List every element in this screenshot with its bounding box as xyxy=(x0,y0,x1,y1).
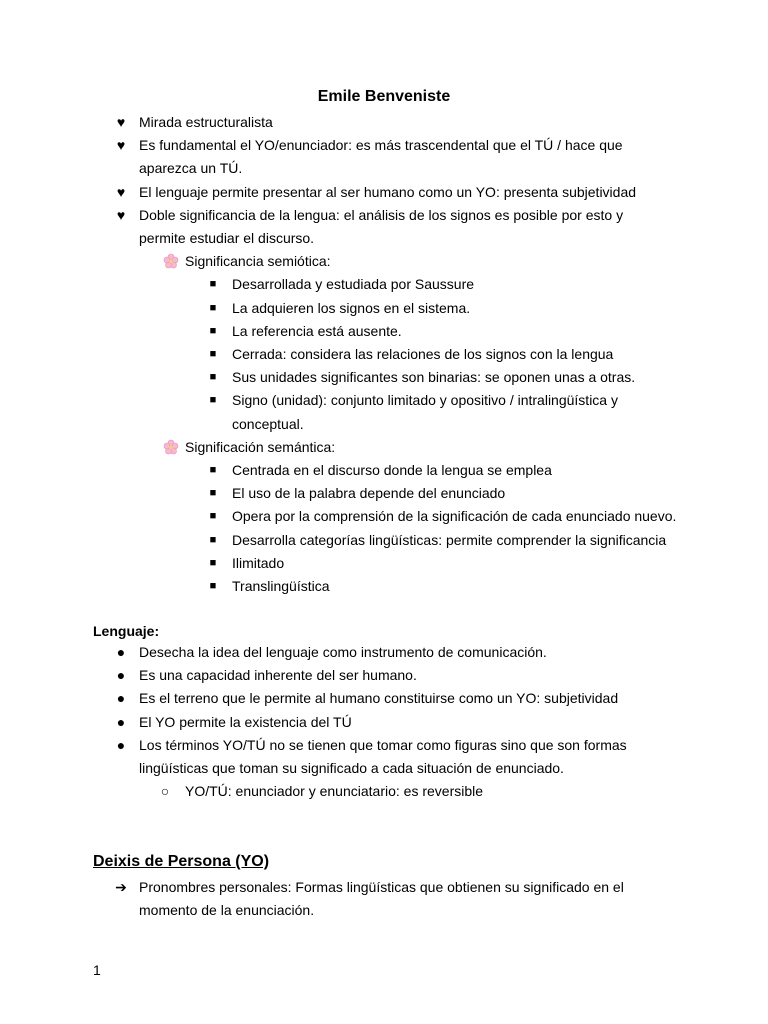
lenguaje-label: Lenguaje: xyxy=(93,623,160,639)
square-bullet-icon: ■ xyxy=(209,510,217,523)
list-item: ♥ Doble significancia de la lengua: el análisis de los signos es posible por esto y permite estudiar el discurso. xyxy=(0,204,768,250)
dot-bullet-icon: ● xyxy=(116,690,126,707)
deixis-list xyxy=(0,876,768,922)
list-item: ■ Desarrollada y estudiada por Saussure xyxy=(0,273,768,296)
square-bullet-icon: ■ xyxy=(209,301,217,314)
square-bullet-icon: ■ xyxy=(209,394,217,407)
dot-bullet-icon: ● xyxy=(116,713,126,730)
list-item: ■ Translingüística xyxy=(0,575,768,598)
lenguaje-list xyxy=(0,641,768,803)
dot-bullet-icon: ● xyxy=(116,644,126,660)
deixis-heading: Deixis de Persona (YO) xyxy=(93,853,270,870)
list-item: ♥ Mirada estructuralista xyxy=(0,111,768,134)
list-item: ● Es el terreno que le permite al humano constituirse como un YO: subjetividad xyxy=(0,687,768,710)
square-bullet-icon: ■ xyxy=(209,348,217,361)
list-item: ● El YO permite la existencia del TÚ xyxy=(0,711,768,734)
list-item: ■ Desarrolla categorías lingüísticas: permite comprender la significancia xyxy=(0,529,768,552)
heart-bullet-icon: ♥ xyxy=(116,114,126,130)
list-item: ■ Centrada en el discurso donde la lengua se emplea xyxy=(0,459,768,482)
list-item: ■ Cerrada: considera las relaciones de los signos con la lengua xyxy=(0,343,768,366)
page-number: 1 xyxy=(93,962,101,978)
heart-bullet-icon: ♥ xyxy=(116,206,126,223)
list-item: ● Desecha la idea del lenguaje como instrumento de comunicación. xyxy=(0,641,768,664)
square-bullet-icon: ■ xyxy=(209,324,217,337)
heart-bullet-icon: ♥ xyxy=(116,183,126,200)
page-title: Emile Benveniste xyxy=(317,88,451,105)
list-item: ■ Sus unidades significantes son binarias: se oponen unas a otras. xyxy=(0,366,768,389)
dot-bullet-icon: ● xyxy=(116,736,126,753)
heart-bullet-icon: ♥ xyxy=(116,137,126,154)
list-item: ➔ Pronombres personales: Formas lingüísticas que obtienen su significado en el momento de la enunciación. xyxy=(0,876,768,922)
list-item: ● Es una capacidad inherente del ser humano. xyxy=(0,664,768,687)
square-bullet-icon: ■ xyxy=(209,371,217,384)
list-item: ■ Ilimitado xyxy=(0,552,768,575)
list-item: ■ Opera por la comprensión de la significación de cada enunciado nuevo. xyxy=(0,505,768,528)
square-bullet-icon: ■ xyxy=(209,580,217,593)
square-bullet-icon: ■ xyxy=(209,464,217,477)
list-item: ○ YO/TÚ: enunciador y enunciatario: es reversible xyxy=(0,780,768,803)
list-item: ♥ El lenguaje permite presentar al ser humano como un YO: presenta subjetividad xyxy=(0,181,768,204)
arrow-bullet-icon: ➔ xyxy=(115,879,127,895)
square-bullet-icon: ■ xyxy=(209,533,217,546)
subsection-semiotica: Significancia semiótica: xyxy=(0,250,768,273)
list-item: ■ La referencia está ausente. xyxy=(0,320,768,343)
square-bullet-icon: ■ xyxy=(209,487,217,500)
square-bullet-icon: ■ xyxy=(209,278,217,291)
square-bullet-icon: ■ xyxy=(209,556,217,569)
subsection-semantica: Significación semántica: xyxy=(0,436,768,459)
list-item: ■ El uso de la palabra depende del enunciado xyxy=(0,482,768,505)
circle-bullet-icon: ○ xyxy=(160,783,170,800)
list-item: ♥ Es fundamental el YO/enunciador: es más trascendental que el TÚ / hace que aparezca un TÚ. xyxy=(0,134,768,180)
list-item: ■ Signo (unidad): conjunto limitado y opositivo / intralingüística y conceptual. xyxy=(0,389,768,435)
main-bullet-list xyxy=(0,111,768,598)
list-item: ■ La adquieren los signos en el sistema. xyxy=(0,297,768,320)
dot-bullet-icon: ● xyxy=(116,667,126,684)
list-item: ● Los términos YO/TÚ no se tienen que tomar como figuras sino que son formas lingüísticas que toman su significado a cada situación de enunciado. xyxy=(0,734,768,780)
